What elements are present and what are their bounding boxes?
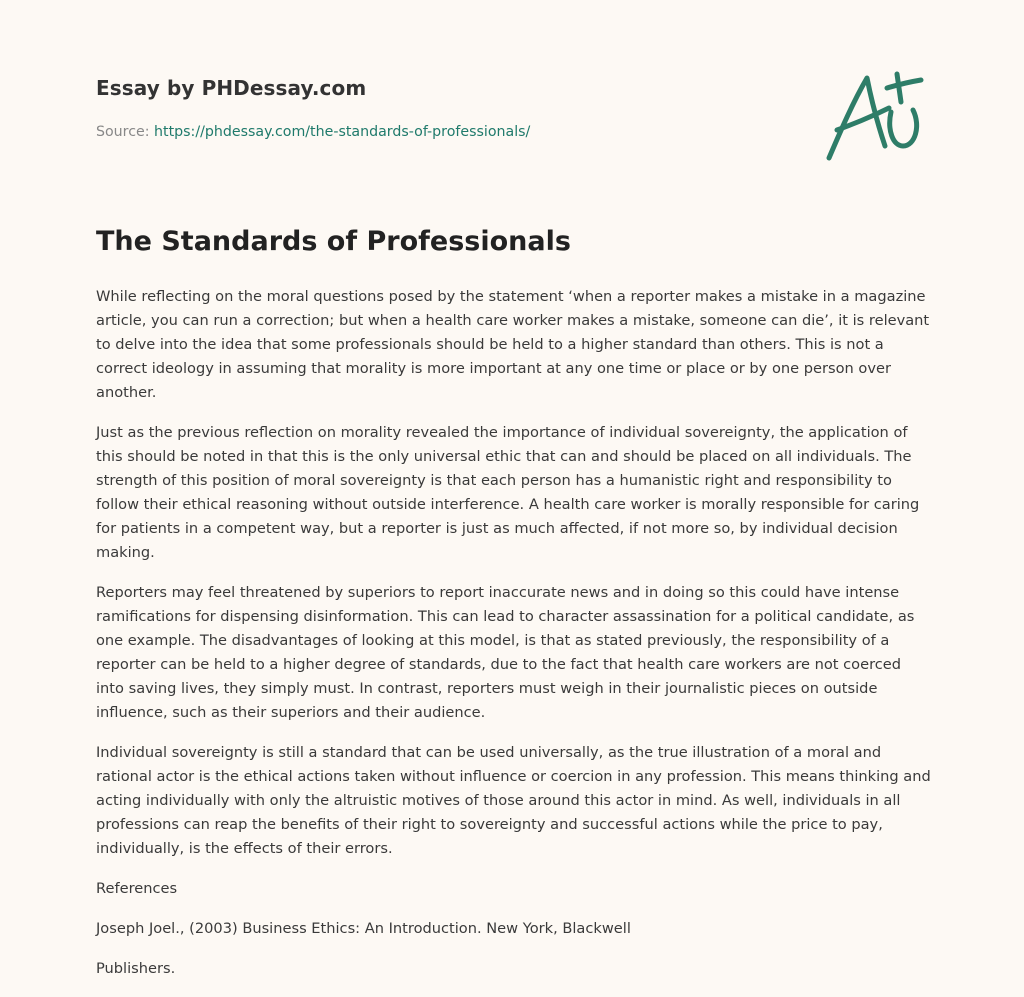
source-line — [96, 124, 530, 140]
paragraph: While reflecting on the moral questions posed by the statement ‘when a reporter makes a mistake in a magazine article, you can run a correction; but when a health care worker makes a mistake, someone can die’, it is relevant to delve into the idea that some professionals should be held to a higher standard than others. This is not a correct ideology in assuming that morality is more important at any one time or place or by one person over another. — [96, 288, 930, 401]
paragraph: Reporters may feel threatened by superiors to report inaccurate news and in doing so this could have intense ramifications for dispensing disinformation. This can lead to character assassination for a political candidate, as one example. The disadvantages of looking at this model, is that as stated previously, the responsibility of a reporter can be held to a higher degree of standards, due to the fact that health care workers are not coerced into saving lives, they simply must. In contrast, reporters must weigh in their journalistic pieces on outside influence, such as their superiors and their audience. — [96, 584, 915, 721]
site-brand: Essay by PHDessay.com — [96, 76, 367, 100]
source-label: Source: — [96, 124, 150, 140]
paragraph: Individual sovereignty is still a standard that can be used universally, as the true illustration of a moral and rational actor is the ethical actions taken without influence or coercion in any profession. This means thinking and acting individually with only the altruistic motives of those around this actor in mind. As well, individuals in all professions can reap the benefits of their right to sovereignty and successful actions while the price to pay, individually, is the effects of their errors. — [96, 744, 931, 857]
source-link[interactable]: https://phdessay.com/the-standards-of-professionals/ — [154, 124, 531, 140]
reference-line: Publishers. — [96, 960, 176, 977]
paragraph: Just as the previous reflection on morality revealed the importance of individual sovereignty, the application of this should be noted in that this is the only universal ethic that can and should be placed on all individuals. The strength of this position of moral sovereignty is that each person has a humanistic right and responsibility to follow their ethical reasoning without outside interference. A health care worker is morally responsible for caring for patients in a competent way, but a reporter is just as much affected, if not more so, by individual decision making. — [96, 424, 920, 561]
reference-line: Joseph Joel., (2003) Business Ethics: An Introduction. New York, Blackwell — [96, 920, 631, 937]
article-body — [96, 285, 932, 997]
references-heading: References — [96, 880, 178, 897]
a-plus-logo-icon — [823, 68, 927, 164]
article-title: The Standards of Professionals — [96, 226, 571, 257]
